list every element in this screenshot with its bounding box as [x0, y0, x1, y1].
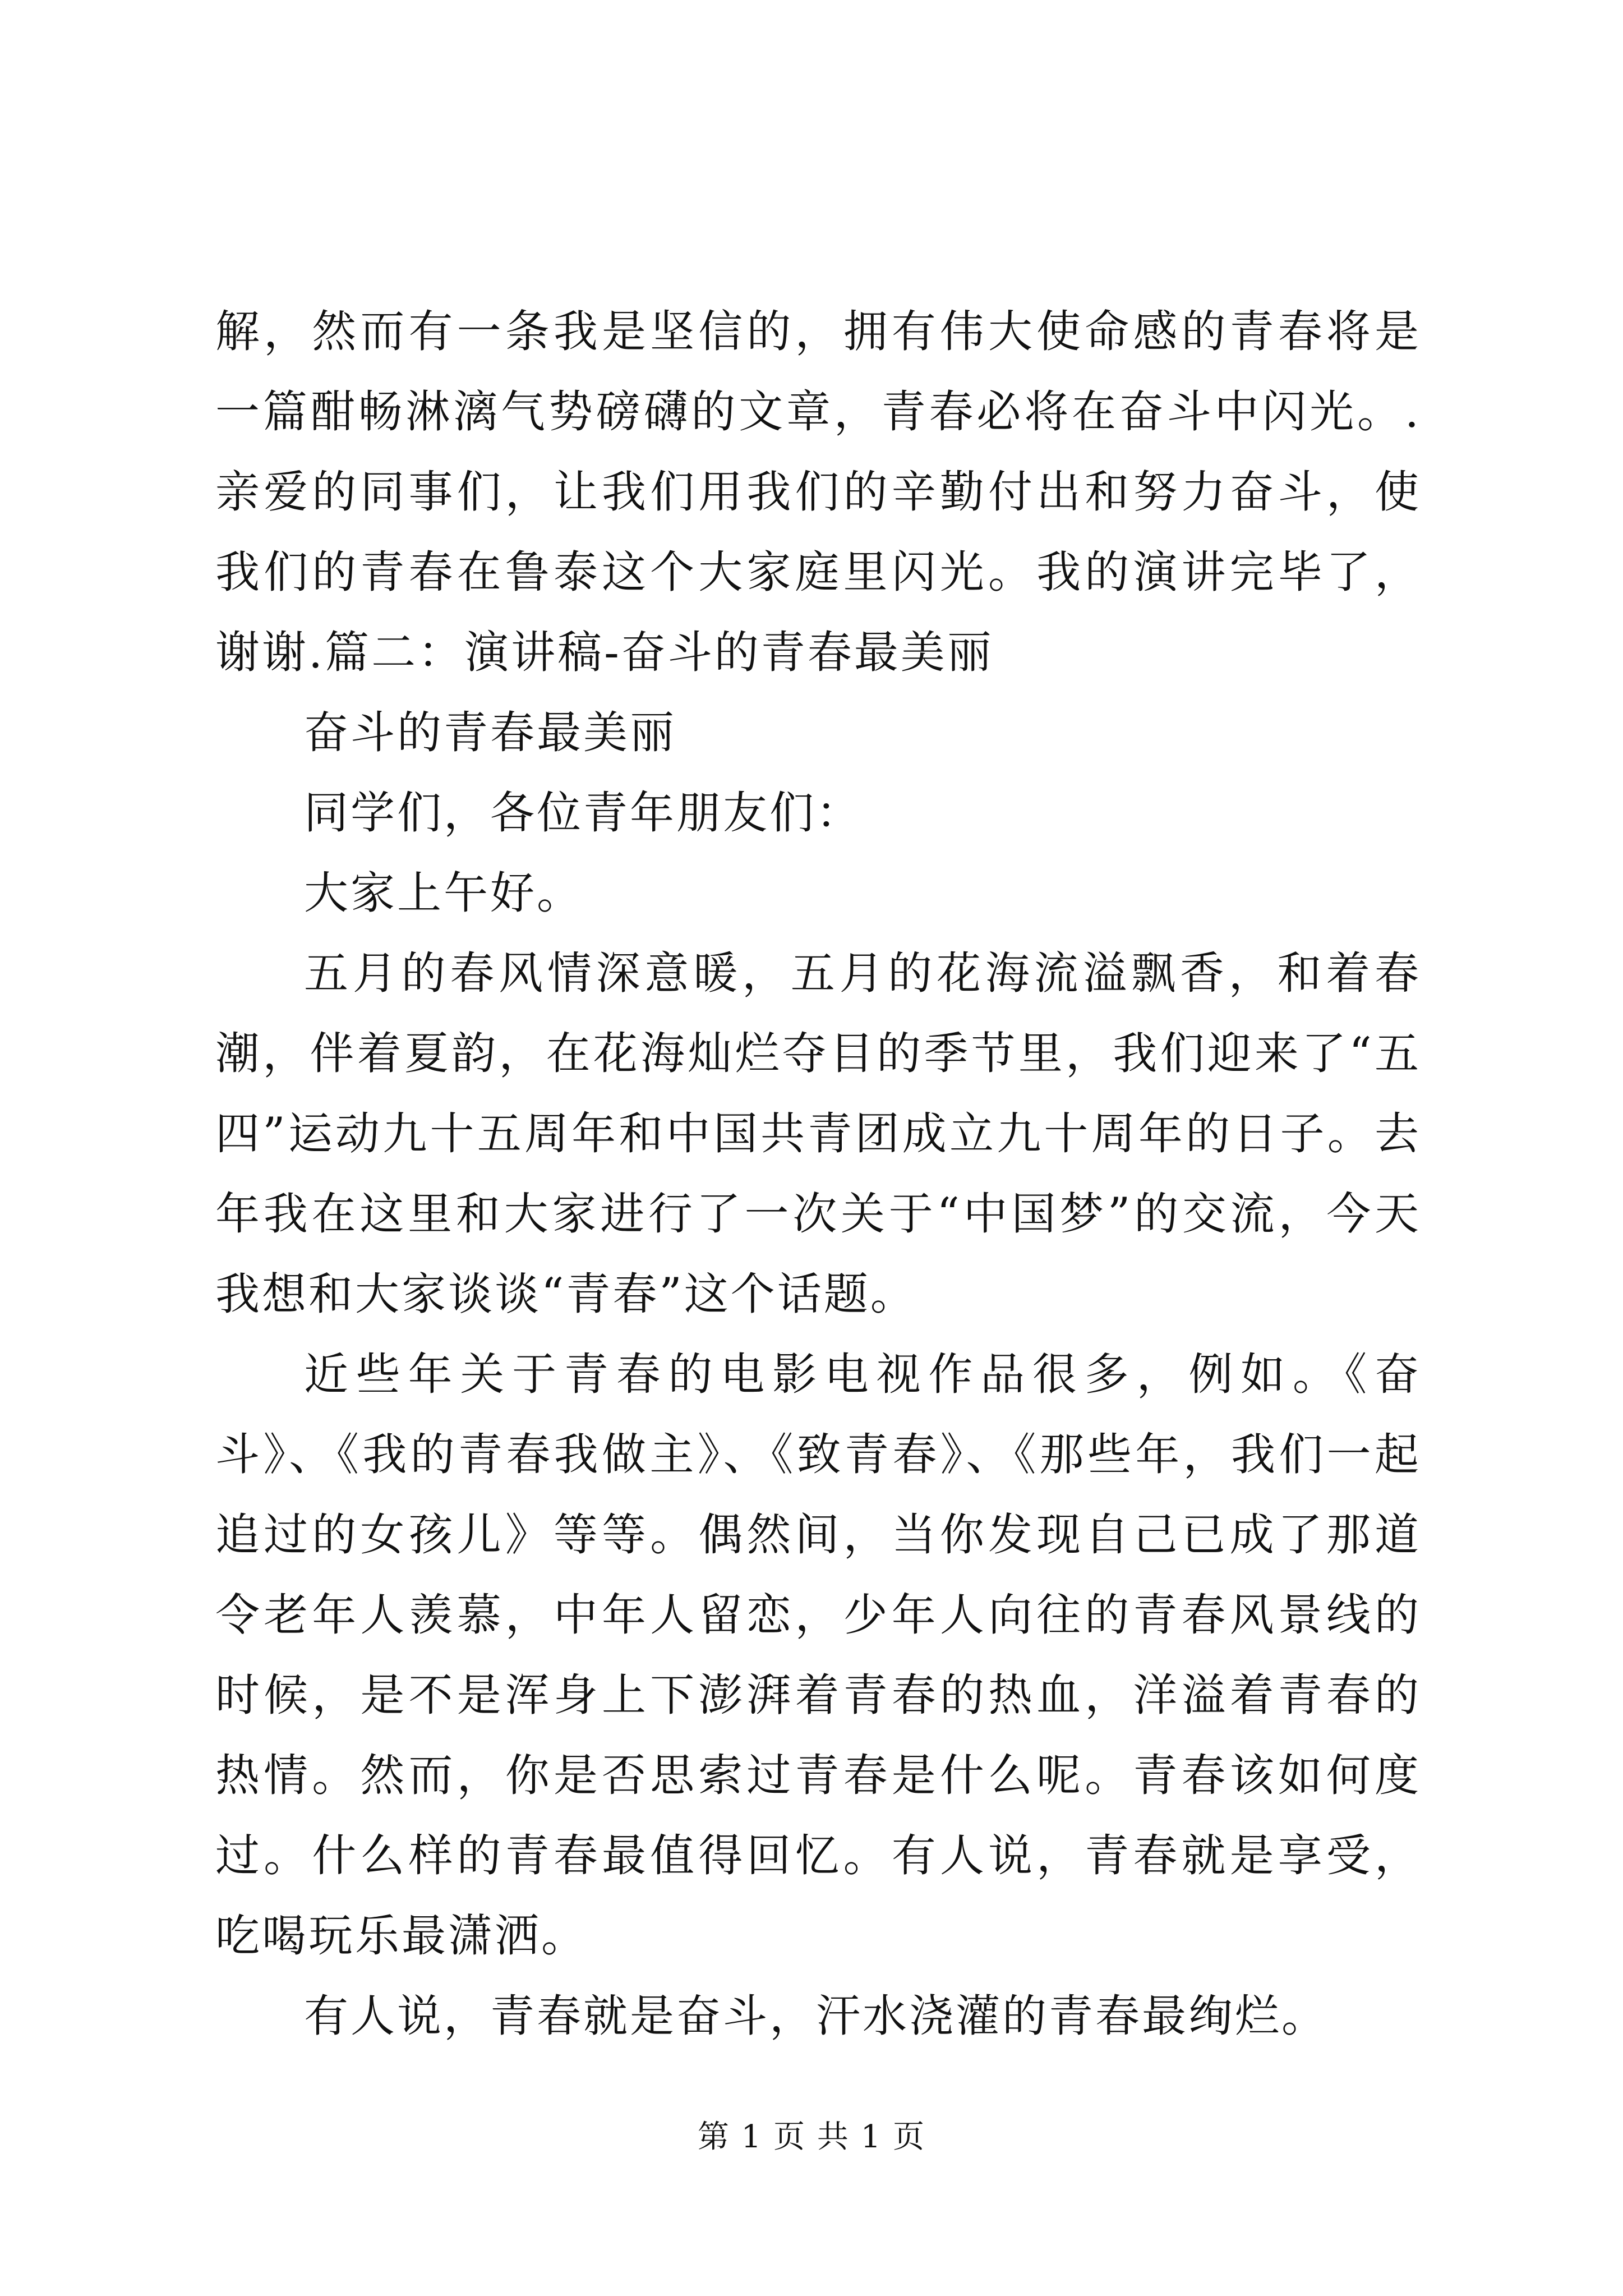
page-footer: 第 1 页 共 1 页 — [697, 2119, 926, 2155]
greeting: 大家上午好。 — [304, 867, 583, 919]
salutation: 同学们，各位青年朋友们： — [304, 787, 863, 839]
section-title: 奋斗的青春最美丽 — [304, 707, 676, 758]
paragraph-continuation: 解，然而有一条我是坚信的，拥有伟大使命感的青春将是一篇酣畅淋漓气势磅礴的文章，青春必将在奋斗中闪光。.亲爱的同事们，让我们用我们的辛勤付出和努力奋斗，使我们的青春在鲁泰这个大家庭里闪光。我的演讲完毕了，谢谢.篇二：演讲稿-奋斗的青春最美丽 — [215, 306, 1421, 678]
paragraph-youth-works: 近些年关于青春的电影电视作品很多，例如。《奋斗》、《我的青春我做主》、《致青春》、《那些年，我们一起追过的女孩儿》等等。偶然间，当你发现自己已成了那道令老年人羡慕，中年人留恋，少年人向往的青春风景线的时候，是不是浑身上下澎湃着青春的热血，洋溢着青春的热情。然而，你是否思索过青春是什么呢。青春该如何度过。什么样的青春最值得回忆。有人说，青春就是享受，吃喝玩乐最潇洒。 — [215, 1349, 1421, 1962]
paragraph-struggle: 有人说，青春就是奋斗，汗水浇灌的青春最绚烂。 — [304, 1990, 1328, 2042]
document-body — [215, 292, 1421, 2056]
paragraph-may: 五月的春风情深意暖，五月的花海流溢飘香，和着春潮，伴着夏韵，在花海灿烂夺目的季节里，我们迎来了“五四”运动九十五周年和中国共青团成立九十周年的日子。去年我在这里和大家进行了一次关于“中国梦”的交流，今天我想和大家谈谈“青春”这个话题。 — [215, 947, 1421, 1320]
